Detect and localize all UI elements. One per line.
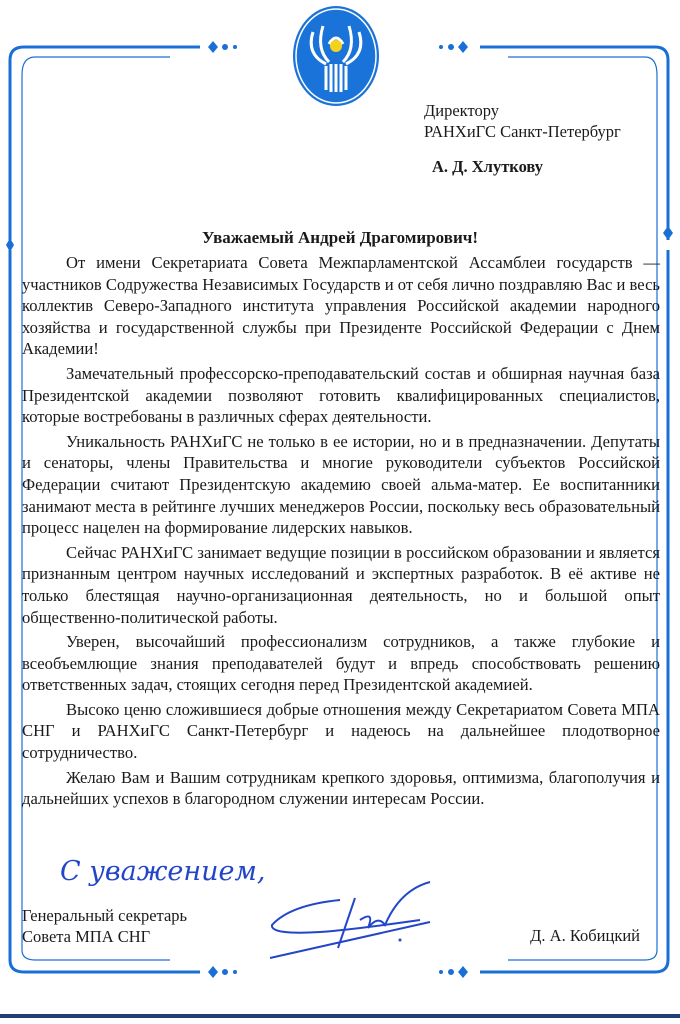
paragraph: Сейчас РАНХиГС занимает ведущие позиции в российском образовании и является признанным центром научных исследований и экспертных разработок. В её активе не только блестящая научно-организационная деятельность, но и большой опыт общественно-политической работы. bbox=[22, 542, 660, 627]
footer-rule bbox=[0, 1014, 680, 1018]
signatory-name: Д. А. Кобицкий bbox=[530, 926, 640, 945]
paragraph: Замечательный профессорско-преподавательский состав и обширная научная база Президентской академии позволяют готовить квалифицированных специалистов, которые востребованы в различных сферах деятельности. bbox=[22, 363, 660, 427]
signatory-title-line1: Генеральный секретарь bbox=[22, 906, 188, 925]
cis-emblem-logo bbox=[291, 4, 381, 108]
addressee-block bbox=[424, 100, 621, 177]
addressee-position: Директору bbox=[424, 101, 499, 120]
signatory-title bbox=[22, 905, 187, 947]
paragraph: Уникальность РАНХиГС не только в ее истории, но и в предназначении. Депутаты и сенаторы, члены Правительства и многие руководители субъектов Российской Федерации считают Президентскую академию своей альма-матер. Ее воспитанники занимают места в рейтинге лучших менеджеров России, поскольку весь образовательный процесс нацелен на формирование лидерских навыков. bbox=[22, 431, 660, 538]
paragraph: От имени Секретариата Совета Межпарламентской Ассамблеи государств — участников Содружества Независимых Государств и от себя лично поздравляю Вас и весь коллектив Северо-Западного института управления Российской академии народного хозяйства и государственной службы при Президенте Российской Федерации с Днем Академии! bbox=[22, 253, 660, 359]
paragraph: Желаю Вам и Вашим сотрудникам крепкого здоровья, оптимизма, благополучия и дальнейших успехов в благородном служении интересам России. bbox=[22, 767, 660, 809]
paragraph: Высоко ценю сложившиеся добрые отношения между Секретариатом Совета МПА СНГ и РАНХиГС Санкт-Петербург и надеюсь на дальнейшее плодотворное сотрудничество. bbox=[22, 699, 660, 763]
signature bbox=[260, 880, 440, 960]
addressee-organization: РАНХиГС Санкт-Петербург bbox=[424, 122, 621, 141]
addressee-name: А. Д. Хлуткову bbox=[432, 157, 544, 176]
letter-body bbox=[22, 252, 660, 813]
signatory-title-line2: Совета МПА СНГ bbox=[22, 927, 151, 946]
salutation: Уважаемый Андрей Драгомирович! bbox=[201, 228, 478, 247]
handwritten-closing: С уважением, bbox=[60, 856, 266, 887]
paragraph: Уверен, высочайший профессионализм сотрудников, а также глубокие и всеобъемлющие знания преподавателей будут и впредь способствовать решению ответственных задач, стоящих сегодня перед Президентской академией. bbox=[22, 632, 660, 695]
